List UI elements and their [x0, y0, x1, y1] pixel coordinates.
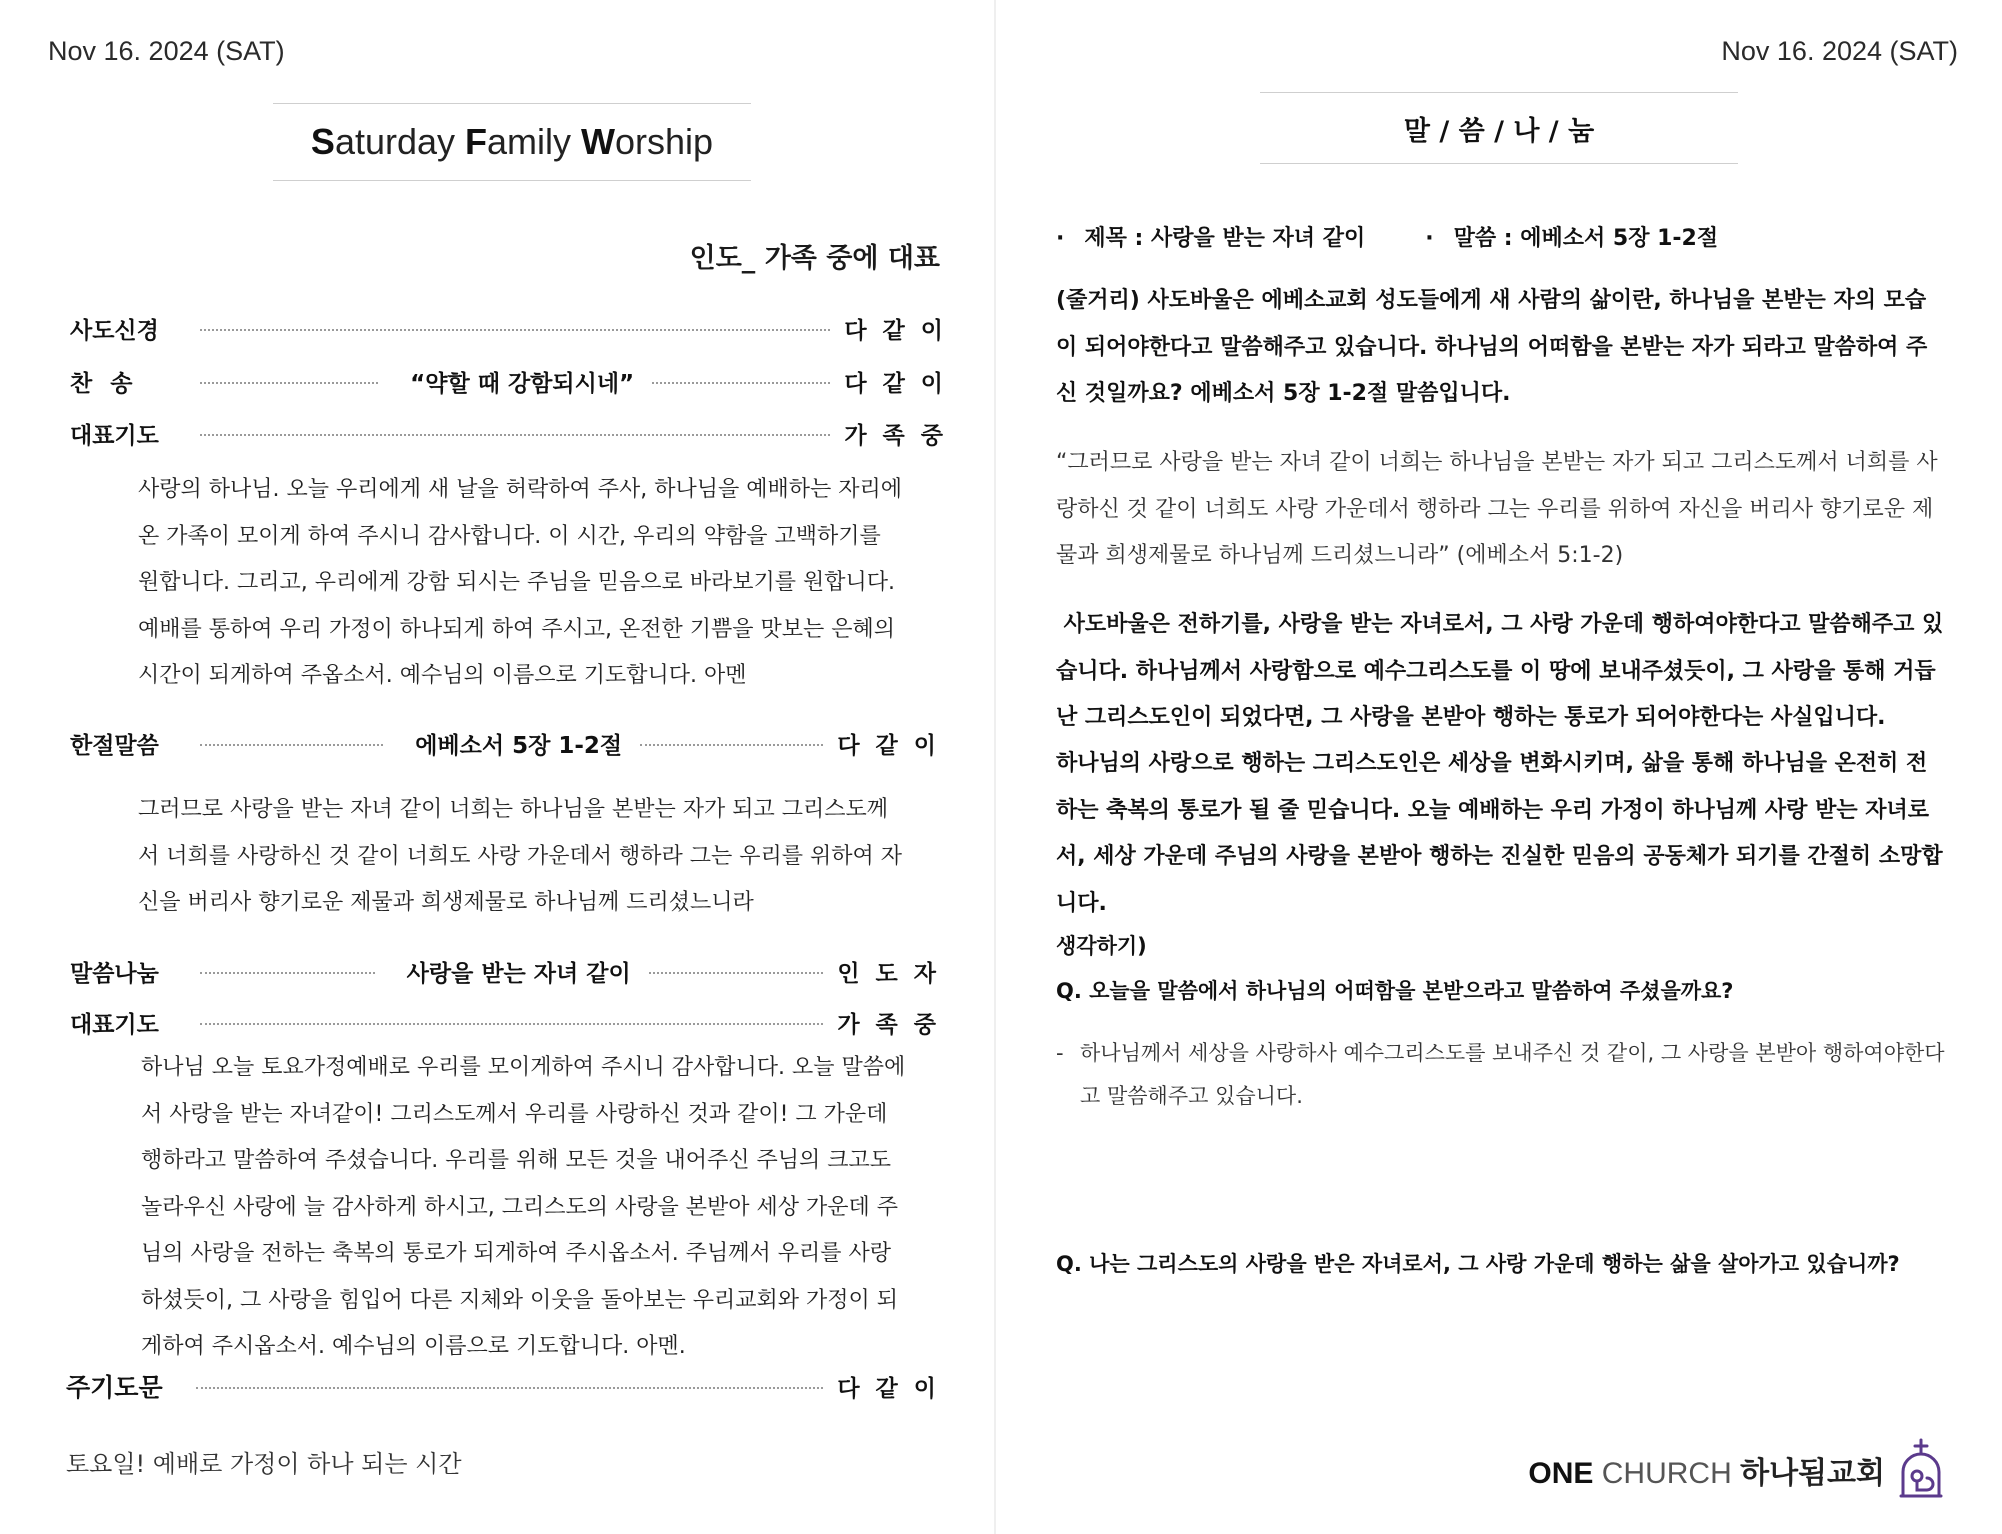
order-row-prayer-2 — [70, 1004, 940, 1040]
dotted-leader — [200, 434, 830, 436]
order-label: 사도신경 — [70, 317, 159, 344]
order-row-verse — [70, 725, 940, 761]
answer-dash: - — [1056, 1041, 1064, 1065]
question-2: Q. 나는 그리스도의 사랑을 받은 자녀로서, 그 사랑 가운데 행하는 삶을 살아가고 있습니까? — [1056, 1252, 1900, 1276]
dotted-leader — [640, 744, 823, 746]
order-row-hymn — [70, 363, 947, 399]
order-performer: 가 족 중 — [837, 1011, 940, 1038]
order-performer: 가 족 중 — [844, 422, 947, 449]
title-word-2: Family — [465, 121, 582, 162]
order-label: 한절말씀 — [70, 732, 159, 759]
answer-1-text: 하나님께서 세상을 사랑하사 예수그리스도를 보내주신 것 같이, 그 사랑을 본받아 행하여야한다고 말씀해주고 있습니다. — [1080, 1041, 1945, 1108]
title-word-3: Worship — [581, 121, 714, 162]
order-label: 말씀나눔 — [70, 960, 159, 987]
title-word-1: Saturday — [310, 121, 466, 162]
order-label: 주기도문 — [66, 1373, 163, 1402]
dotted-leader — [649, 972, 824, 974]
prayer-2-text: 하나님 오늘 토요가정예배로 우리를 모이게하여 주시니 감사합니다. 오늘 말씀에서 사랑을 받는 자녀같이! 그리스도께서 우리를 사랑하신 것과 같이! 그 가운데 행하라고 말씀하여 주셨습니다. 우리를 위해 모든 것을 내어주신 주님의 크고도 놀라우신 사랑에 늘 감사하게 하시고, 그리스도의 사랑을 본받아 세상 가운데 주님의 사랑을 전하는 축복의 통로가 되게하여 주시옵소서. 주님께서 우리를 사랑하셨듯이, 그 사랑을 힘입어 다른 지체와 이웃을 돌아보는 우리교회와 가정이 되게하여 주시옵소서. 예수님의 이름으로 기도합니다. 아멘. — [141, 1055, 906, 1359]
question-1: Q. 오늘을 말씀에서 하나님의 어떠함을 본받으라고 말씀하여 주셨을까요? — [1056, 979, 1734, 1003]
order-performer: 다 같 이 — [844, 370, 948, 397]
order-label: 대표기도 — [70, 422, 159, 449]
dotted-leader — [200, 329, 830, 331]
right-page — [996, 0, 2002, 1534]
order-performer: 다 같 이 — [837, 1375, 940, 1402]
dotted-leader — [200, 972, 375, 974]
left-page — [0, 0, 995, 1534]
sharing-title: 사랑을 받는 자녀 같이 — [406, 960, 631, 987]
prayer-1-text: 사랑의 하나님. 오늘 우리에게 새 날을 허락하여 주사, 하나님을 예배하는 자리에 온 가족이 모이게 하여 주시니 감사합니다. 이 시간, 우리의 약함을 고백하기를 원합니다. 그리고, 우리에게 강함 되시는 주님을 믿음으로 바라보기를 원합니다. 예배를 통하여 우리 가정이 하나되게 하여 주시고, 온전한 기쁨을 맛보는 은혜의 시간이 되게하여 주옵소서. 예수님의 이름으로 기도합니다. 아멘 — [138, 477, 902, 688]
dotted-leader — [200, 382, 378, 384]
church-name: ONE CHURCH 하나됨교회 — [1528, 1456, 1885, 1491]
sermon-sharing-title: 말 / 씀 / 나 / 눔 — [1260, 92, 1738, 164]
worship-title — [273, 103, 751, 181]
order-performer: 다 같 이 — [837, 732, 940, 759]
body-paragraph-2: 하나님의 사랑으로 행하는 그리스도인은 세상을 변화시키며, 삶을 통해 하나님을 온전히 전하는 축복의 통로가 될 줄 믿습니다. 오늘 예배하는 우리 가정이 하나님께 사랑 받는 자녀로서, 세상 가운데 주님의 사랑을 본받아 행하는 진실한 믿음의 공동체가 되기를 간절히 소망합니다. — [1056, 751, 1943, 916]
body-paragraph-1: 사도바울은 전하기를, 사랑을 받는 자녀로서, 그 사랑 가운데 행하여야한다고 말씀해주고 있습니다. 하나님께서 사랑함으로 예수그리스도를 이 땅에 보내주셨듯이, 그 사랑을 통해 거듭난 그리스도인이 되었다면, 그 사랑을 본받아 행하는 통로가 되어야한다는 사실입니다. — [1056, 612, 1944, 730]
think-label: 생각하기) — [1056, 934, 1147, 958]
church-cross-logo-icon — [1897, 1438, 1945, 1502]
order-row-lords-prayer — [66, 1368, 940, 1404]
dotted-leader — [652, 382, 830, 384]
order-label: 대표기도 — [70, 1011, 159, 1038]
sermon-subject: · 제목 : 사랑을 받는 자녀 같이 — [1056, 221, 1365, 252]
footer-slogan: 토요일! 예배로 가정이 하나 되는 시간 — [66, 1450, 462, 1478]
order-performer: 다 같 이 — [844, 317, 947, 344]
left-date: Nov 16. 2024 (SAT) — [48, 36, 285, 66]
right-date: Nov 16. 2024 (SAT) — [1721, 36, 1958, 66]
order-label: 찬송 — [70, 370, 151, 397]
answer-1 — [1056, 1032, 1946, 1118]
verse-reference: 에베소서 5장 1-2절 — [415, 732, 623, 759]
dotted-leader — [196, 1387, 823, 1389]
summary-paragraph: (줄거리) 사도바울은 에베소교회 성도들에게 새 사람의 삶이란, 하나님을 본받는 자의 모습이 되어야한다고 말씀해주고 있습니다. 하나님의 어떠함을 본받는 자가 되라고 말씀하여 주신 것일까요? 에베소서 5장 1-2절 말씀입니다. — [1056, 288, 1928, 406]
sermon-scripture: · 말씀 : 에베소서 5장 1-2절 — [1425, 221, 1718, 252]
hymn-title: “약할 때 강함되시네” — [410, 370, 635, 397]
order-row-prayer-1 — [70, 415, 947, 451]
scripture-quote: “그러므로 사랑을 받는 자녀 같이 너희는 하나님을 본받는 자가 되고 그리스도께서 너희를 사랑하신 것 같이 너희도 사랑 가운데서 행하라 그는 우리를 위하여 자신을 버리사 향기로운 제물과 희생제물로 하나님께 드리셨느니라” (에베소서 5:1-2) — [1056, 450, 1938, 568]
verse-text: 그러므로 사랑을 받는 자녀 같이 너희는 하나님을 본받는 자가 되고 그리스도께서 너희를 사랑하신 것 같이 너희도 사랑 가운데서 행하라 그는 우리를 위하여 자신을 버리사 향기로운 제물과 희생제물로 하나님께 드리셨느니라 — [138, 797, 902, 915]
dotted-leader — [200, 744, 383, 746]
order-performer: 인 도 자 — [837, 960, 940, 987]
dotted-leader — [200, 1023, 823, 1025]
church-brand — [1528, 1438, 1945, 1502]
order-row-sharing — [70, 953, 940, 989]
sermon-info — [1056, 221, 1718, 252]
order-row-apostles-creed — [70, 310, 947, 346]
opener-leader: 인도_ 가족 중에 대표 — [689, 243, 940, 274]
